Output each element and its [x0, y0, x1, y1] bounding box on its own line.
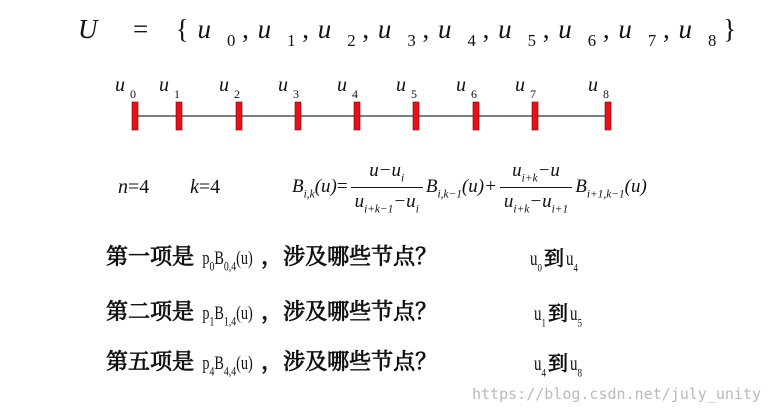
range-from — [530, 248, 542, 276]
knot-label-var: u — [337, 74, 347, 96]
comma: , — [235, 14, 249, 44]
frac2-denominator-b-sub: i+1 — [551, 203, 569, 216]
term-expression — [202, 303, 252, 330]
knot-vector-element: u — [678, 14, 692, 44]
term2-arg: (u) — [624, 176, 647, 198]
knot-label-var: u — [115, 74, 125, 96]
frac2-numerator-b: −u — [537, 160, 560, 181]
comma: , — [415, 14, 430, 44]
range-to — [570, 303, 582, 331]
question-suffix: ，涉及哪些节点？ — [261, 245, 438, 270]
question-prefix: 第二项是 — [106, 300, 195, 325]
knot-label-var: u — [396, 74, 406, 96]
knot-label-var: u — [278, 74, 288, 96]
term-p-sub: 1 — [209, 313, 215, 329]
term-b: B — [214, 303, 224, 324]
frac1-numerator: u−u — [369, 160, 402, 181]
knot-marker — [295, 102, 301, 130]
knot-label-sub: 5 — [411, 87, 417, 102]
knot-vector-element: u — [197, 14, 211, 44]
frac1-denominator-a: u — [354, 190, 365, 212]
knot-vector-element-sub: 0 — [226, 30, 236, 50]
watermark: https://blog.csdn.net/july_unity — [472, 385, 761, 403]
term-arg: (u) — [236, 353, 253, 374]
term-arg: (u) — [236, 303, 253, 324]
frac2-denominator-a: u — [503, 190, 514, 212]
knot-label — [588, 74, 609, 102]
term2-sub: i+1,k−1 — [586, 188, 625, 201]
range-to-word: 到 — [544, 246, 564, 270]
basis-recursion-formula: $B_{i,k}(u)=$ $\frac{u-u_i}{u_{i+k-1}-u_i}$ $B_{i,k-1}(u)+$ $\frac{u_{i+k}-u}{u_{i+k}-u_{i+1}}$ $B_{i+1,k-1}(u)$ — [292, 160, 647, 216]
frac1-denominator-a-sub: i+k−1 — [364, 203, 394, 216]
knot-label-var: u — [588, 74, 598, 96]
knot-label — [396, 74, 417, 102]
param-n-name: n — [118, 176, 128, 198]
term-b-sub: 1,4 — [223, 313, 237, 329]
knot-vector-element-sub: 4 — [467, 30, 476, 50]
frac2-numerator-a: u — [512, 160, 522, 181]
comma: , — [355, 14, 370, 44]
term-arg: (u) — [236, 248, 253, 269]
knot-label-sub: 6 — [471, 87, 477, 102]
frac1-numerator-sub: i — [401, 172, 405, 185]
question-row — [106, 345, 437, 380]
knot-label — [219, 74, 240, 102]
range-from-sub: 4 — [541, 365, 546, 380]
range-from-sub: 1 — [541, 315, 546, 330]
knot-vector-element: u — [257, 14, 272, 44]
knot-label-sub: 4 — [352, 87, 358, 102]
knot-marker — [413, 102, 419, 130]
knot-vector-element: u — [377, 14, 392, 44]
question-row — [106, 240, 437, 275]
knot-vector-element: u — [618, 14, 632, 44]
knot-label — [337, 74, 358, 102]
comma: , — [596, 14, 610, 44]
frac2-denominator-a-sub: i+k — [513, 203, 530, 216]
open-brace: { — [175, 14, 189, 44]
knot-vector-element-sub: 5 — [527, 30, 536, 50]
knot-vector-element-sub: 8 — [707, 30, 717, 50]
knot-label-sub: 3 — [293, 87, 299, 102]
question-prefix: 第五项是 — [106, 350, 195, 375]
term-p: p — [202, 248, 210, 269]
knot-range-answer — [532, 347, 584, 381]
knot-label — [115, 74, 136, 102]
knot-label-var: u — [515, 74, 525, 96]
knot-vector-element: u — [498, 14, 512, 44]
comma: , — [475, 14, 490, 44]
range-from-var: u — [534, 353, 542, 375]
knot-vector-element: u — [317, 14, 332, 44]
term1-symbol: B — [425, 176, 438, 198]
range-to-sub: 5 — [577, 315, 582, 330]
formula-lhs: B — [292, 176, 304, 198]
param-n: n=4 — [118, 176, 150, 198]
knot-vector-element-sub: 6 — [587, 30, 597, 50]
term2-symbol: B — [575, 176, 587, 198]
comma: , — [295, 14, 309, 44]
term-b: B — [214, 353, 224, 374]
knot-label-var: u — [159, 74, 169, 96]
frac2-denominator-b: −u — [529, 190, 552, 212]
range-from — [534, 353, 546, 381]
range-to-var: u — [570, 303, 578, 325]
frac1-denominator-b: −u — [393, 190, 416, 212]
equals-sign: = — [133, 14, 149, 44]
term-expression — [202, 248, 252, 275]
knot-label-sub: 1 — [174, 87, 180, 102]
fraction-2 — [500, 160, 572, 215]
knot-vector-element: u — [558, 14, 572, 44]
comma: , — [535, 14, 550, 44]
knot-label — [515, 74, 536, 102]
term-p-sub: 0 — [209, 258, 215, 274]
range-to-var: u — [570, 353, 578, 375]
knot-label-var: u — [219, 74, 229, 96]
range-from-var: u — [534, 303, 542, 325]
term1-arg: (u)+ — [461, 176, 497, 198]
term-b-sub: 4,4 — [223, 363, 237, 379]
param-k-value: 4 — [210, 176, 221, 198]
knot-marker — [176, 102, 182, 130]
knot-marker — [605, 102, 611, 130]
question-row — [106, 295, 437, 330]
range-from — [534, 303, 546, 331]
range-to-var: u — [566, 248, 574, 270]
question-prefix: 第一项是 — [106, 245, 195, 270]
knot-label — [456, 74, 477, 102]
knot-label-sub: 7 — [530, 87, 536, 102]
range-to-word: 到 — [548, 301, 568, 325]
knot-vector-element-sub: 7 — [647, 30, 657, 50]
param-k-name: k — [190, 176, 199, 198]
knot-vector-element-sub: 3 — [407, 30, 416, 50]
param-n-value: 4 — [139, 176, 150, 198]
range-to-sub: 4 — [573, 260, 578, 275]
knot-label-sub: 2 — [234, 87, 240, 102]
range-to — [566, 248, 578, 276]
term-b-sub: 0,4 — [223, 258, 237, 274]
formula-lhs-arg: (u) — [314, 176, 337, 198]
knot-label — [278, 74, 299, 102]
knot-vector-symbol: U — [78, 14, 98, 44]
range-to — [570, 353, 582, 381]
knot-label — [159, 74, 180, 102]
knot-label-sub: 0 — [130, 87, 136, 102]
close-brace: } — [723, 14, 737, 44]
frac1-denominator-b-sub: i — [415, 203, 419, 216]
term-p: p — [202, 353, 210, 374]
formula-lhs-sub: i,k — [303, 188, 315, 201]
range-from-var: u — [530, 248, 538, 270]
range-to-word: 到 — [548, 351, 568, 375]
term1-sub: i,k−1 — [437, 188, 462, 201]
knot-vector-element: u — [437, 14, 452, 44]
frac2-numerator-a-sub: i+k — [521, 172, 538, 185]
knot-vector-element-sub: 2 — [347, 30, 356, 50]
term-p-sub: 4 — [209, 363, 215, 379]
term-p: p — [202, 303, 210, 324]
knot-label-var: u — [456, 74, 466, 96]
param-k: k=4 — [190, 176, 221, 198]
knot-marker — [473, 102, 479, 130]
knot-marker — [532, 102, 538, 130]
knot-range-answer — [528, 242, 580, 276]
question-suffix: ，涉及哪些节点？ — [261, 300, 438, 325]
term-b: B — [214, 248, 224, 269]
range-from-sub: 0 — [537, 260, 542, 275]
knot-marker — [236, 102, 242, 130]
question-suffix: ，涉及哪些节点？ — [261, 350, 438, 375]
knot-range-answer — [532, 297, 584, 331]
knot-marker — [132, 102, 138, 130]
knot-vector-element-sub: 1 — [287, 30, 296, 50]
knot-label-sub: 8 — [603, 87, 609, 102]
comma: , — [656, 14, 670, 44]
term-expression — [202, 353, 252, 380]
range-to-sub: 8 — [577, 365, 582, 380]
fraction-1 — [351, 160, 423, 215]
knot-marker — [354, 102, 360, 130]
